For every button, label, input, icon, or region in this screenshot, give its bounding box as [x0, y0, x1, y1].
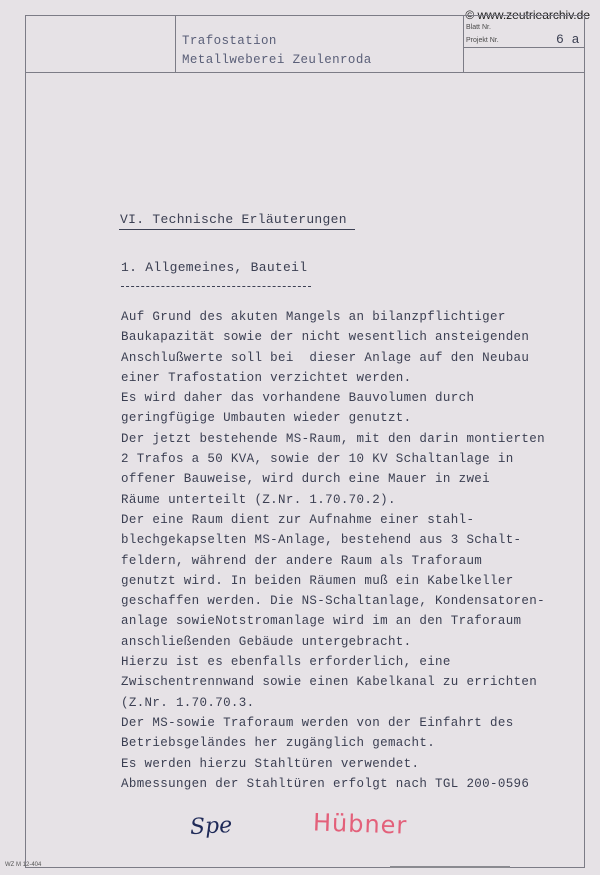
title-block-divider — [175, 15, 176, 73]
signature-name: Hübner — [312, 808, 408, 840]
body-line: Zwischentrennwand sowie einen Kabelkanal zu errichten — [121, 675, 538, 690]
title-line-1: Trafostation — [182, 34, 277, 48]
body-line: offener Bauweise, wird durch eine Mauer in zwei — [121, 472, 491, 487]
body-line: geringfügige Umbauten wieder genutzt. — [121, 411, 412, 426]
bottom-strip — [390, 866, 510, 868]
title-block — [25, 15, 585, 73]
body-line: Anschlußwerte soll bei dieser Anlage auf den Neubau — [121, 350, 530, 365]
sheet-label: Blatt Nr. — [466, 24, 491, 31]
body-line: anlage sowieNotstromanlage wird im an den Traforaum — [121, 614, 522, 629]
body-text — [121, 307, 545, 794]
signature-initials: Spe — [189, 812, 233, 841]
title-line-2: Metallweberei Zeulenroda — [182, 53, 372, 67]
body-line: Es wird daher das vorhandene Bauvolumen durch — [121, 391, 475, 406]
body-line: feldern, während der andere Raum als Traforaum — [121, 553, 483, 568]
body-line: Betriebsgeländes her zugänglich gemacht. — [121, 736, 436, 751]
form-code: WZ M 12-404 — [5, 862, 42, 868]
body-line: geschaffen werden. Die NS-Schaltanlage, Kondensatoren- — [121, 594, 545, 609]
document-title — [182, 32, 372, 70]
body-line: anschließenden Gebäude untergebracht. — [121, 634, 412, 649]
body-line: Der jetzt bestehende MS-Raum, mit den darin montierten — [121, 431, 545, 446]
body-line: Abmessungen der Stahltüren erfolgt nach TGL 200-0596 — [121, 776, 530, 791]
body-line: blechgekapselten MS-Anlage, bestehend aus 3 Schalt- — [121, 533, 522, 548]
title-block-divider — [463, 15, 464, 73]
body-line: Baukapazität sowie der nicht wesentlich ansteigenden — [121, 330, 530, 345]
body-line: 2 Trafos a 50 KVA, sowie der 10 KV Schaltanlage in — [121, 452, 514, 467]
body-line: Der MS-sowie Traforaum werden von der Einfahrt des — [121, 715, 514, 730]
body-line: Es werden hierzu Stahltüren verwendet. — [121, 756, 420, 771]
subsection-title-underline — [121, 286, 311, 287]
body-line: Auf Grund des akuten Mangels an bilanzpflichtiger — [121, 310, 506, 324]
subsection-title: 1. Allgemeines, Bauteil — [121, 260, 308, 275]
title-block-rule — [463, 47, 585, 48]
project-label: Projekt Nr. — [466, 37, 499, 44]
watermark: © www.zeutriearchiv.de — [465, 8, 590, 22]
section-title-underline — [119, 229, 355, 230]
section-title: VI. Technische Erläuterungen — [120, 212, 347, 227]
body-line: Hierzu ist es ebenfalls erforderlich, eine — [121, 655, 451, 670]
sheet-number: 6 a — [556, 32, 580, 47]
body-line: (Z.Nr. 1.70.70.3. — [121, 695, 255, 710]
body-line: Der eine Raum dient zur Aufnahme einer stahl- — [121, 512, 475, 527]
body-line: Räume unterteilt (Z.Nr. 1.70.70.2). — [121, 492, 396, 507]
body-line: genutzt wird. In beiden Räumen muß ein Kabelkeller — [121, 573, 514, 588]
body-line: einer Trafostation verzichtet werden. — [121, 370, 412, 385]
